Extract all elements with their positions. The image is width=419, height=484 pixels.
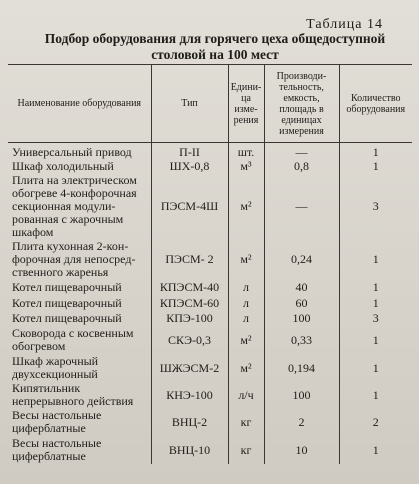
- header-capacity: Производительность, емкость, площадь в единицах измерения: [264, 65, 339, 143]
- cell-unit: кг: [228, 408, 264, 436]
- cell-capacity: 100: [264, 382, 339, 408]
- table-row: [8, 382, 412, 408]
- cell-quantity: 1: [339, 143, 412, 160]
- cell-unit: л: [228, 311, 264, 326]
- table-row: [8, 311, 412, 326]
- cell-name: Котел пищеварочный: [12, 279, 122, 294]
- header-unit: Единица измерения: [228, 65, 264, 143]
- cell-capacity: 10: [264, 436, 339, 464]
- cell-name: Шкаф холодильный: [12, 158, 114, 173]
- table-header-row: [8, 65, 412, 143]
- cell-quantity: 1: [339, 295, 412, 311]
- cell-unit: кг: [228, 436, 264, 464]
- cell-unit: шт.: [228, 143, 264, 160]
- cell-name: Кипятильник непрерывного действия: [12, 381, 134, 408]
- table-row: [8, 143, 412, 160]
- cell-unit: л/ч: [228, 382, 264, 408]
- cell-unit: м²: [228, 239, 264, 279]
- cell-quantity: 1: [339, 279, 412, 295]
- cell-capacity: 0,194: [264, 354, 339, 382]
- cell-type: ПЭСМ-4Ш: [151, 173, 228, 239]
- cell-type: ШЖЭСМ-2: [151, 354, 228, 382]
- cell-quantity: 1: [339, 436, 412, 464]
- cell-type: ВНЦ-10: [151, 436, 228, 464]
- cell-name: Весы настольные циферблатные: [12, 436, 102, 463]
- cell-unit: м²: [228, 354, 264, 382]
- cell-name: Шкаф жарочный двухсекционный: [12, 354, 99, 381]
- cell-quantity: 1: [339, 354, 412, 382]
- cell-name: Котел пищеварочный: [12, 295, 122, 310]
- cell-unit: л: [228, 295, 264, 311]
- cell-name: Универсальный привод: [12, 144, 132, 159]
- cell-capacity: 2: [264, 408, 339, 436]
- header-quantity: Количество оборудования: [339, 65, 412, 143]
- table-row: [8, 279, 412, 295]
- cell-quantity: 3: [339, 173, 412, 239]
- cell-quantity: 1: [339, 159, 412, 173]
- equipment-table: [8, 64, 412, 464]
- cell-name: Весы настольные циферблатные: [12, 408, 102, 435]
- cell-capacity: 40: [264, 279, 339, 295]
- cell-type: КПЭ-100: [151, 311, 228, 326]
- cell-capacity: —: [264, 173, 339, 239]
- cell-type: КПЭСМ-60: [151, 295, 228, 311]
- cell-quantity: 1: [339, 326, 412, 354]
- table-row: [8, 239, 412, 279]
- cell-quantity: 1: [339, 239, 412, 279]
- cell-name: Котел пищеварочный: [12, 311, 122, 325]
- cell-name: Плита на электрическом обогреве 4-конфорочная секционная модулированная с жарочным шкафом: [12, 172, 137, 239]
- cell-type: ШХ-0,8: [151, 159, 228, 173]
- cell-quantity: 3: [339, 311, 412, 326]
- cell-name: Плита кухонная 2-конфорочная для непосредственного жаренья: [12, 238, 136, 279]
- header-type: Тип: [151, 65, 228, 143]
- cell-unit: м³: [228, 159, 264, 173]
- table-row: [8, 408, 412, 436]
- cell-capacity: 0,8: [264, 159, 339, 173]
- table-number: Таблица 14: [306, 17, 383, 32]
- cell-capacity: 0,33: [264, 326, 339, 354]
- cell-capacity: 60: [264, 295, 339, 311]
- cell-capacity: 100: [264, 311, 339, 326]
- cell-quantity: 1: [339, 382, 412, 408]
- cell-capacity: —: [264, 143, 339, 160]
- cell-name: Сковорода с косвенным обогревом: [12, 326, 134, 353]
- cell-type: ВНЦ-2: [151, 408, 228, 436]
- cell-capacity: 0,24: [264, 239, 339, 279]
- table-row: [8, 436, 412, 464]
- cell-type: П-II: [151, 143, 228, 160]
- cell-unit: л: [228, 279, 264, 295]
- cell-unit: м²: [228, 173, 264, 239]
- cell-unit: м²: [228, 326, 264, 354]
- cell-type: СКЭ-0,3: [151, 326, 228, 354]
- cell-type: ПЭСМ- 2: [151, 239, 228, 279]
- table-title: Подбор оборудования для горячего цеха общедоступной столовой на 100 мест: [44, 31, 386, 62]
- table-row: [8, 354, 412, 382]
- table-row: [8, 159, 412, 173]
- header-name: Наименование оборудования: [8, 65, 151, 143]
- cell-quantity: 2: [339, 408, 412, 436]
- table-row: [8, 326, 412, 354]
- table-row: [8, 173, 412, 239]
- cell-type: КНЭ-100: [151, 382, 228, 408]
- cell-type: КПЭСМ-40: [151, 279, 228, 295]
- table-row: [8, 295, 412, 311]
